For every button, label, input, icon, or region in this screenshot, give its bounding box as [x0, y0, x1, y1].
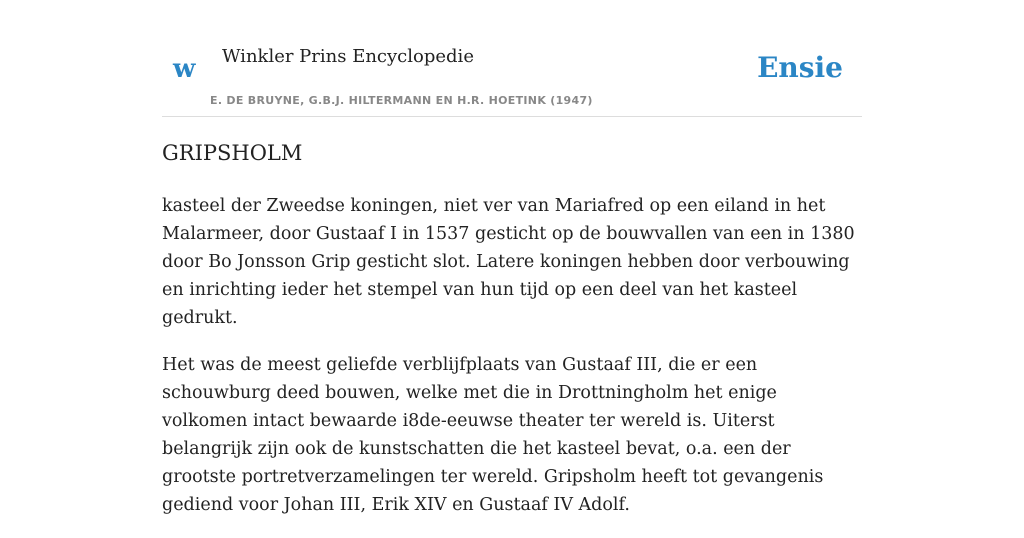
- publication-authors: E. DE BRUYNE, G.B.J. HILTERMANN EN H.R. HOETINK (1947): [210, 94, 593, 107]
- entry-title: GRIPSHOLM: [162, 141, 303, 165]
- entry-paragraph: Het was de meest geliefde verblijfplaats van Gustaaf III, die er een schouwburg deed bouwen, welke met die in Drottningholm het enige volkomen intact bewaarde i8de-eeuwse theater ter wereld is. Uiterst belangrijk zijn ook de kunstschatten die het kasteel bevat, o.a. een der grootste portretverzamelingen ter wereld. Gripsholm heeft tot gevangenis gediend voor Johan III, Erik XIV en Gustaaf IV Adolf.: [162, 355, 824, 515]
- entry-paragraph: kasteel der Zweedse koningen, niet ver van Mariafred op een eiland in het Malarmeer, door Gustaaf I in 1537 gesticht op de bouwvallen van een in 1380 door Bo Jonsson Grip gesticht slot. Latere koningen hebben door verbouwing en inrichting ieder het stempel van hun tijd op een deel van het kasteel gedrukt.: [162, 196, 855, 328]
- encyclopedia-card: [162, 0, 862, 515]
- entry-body: [162, 192, 862, 538]
- publication-logo[interactable]: w: [173, 54, 196, 84]
- card-header: [162, 0, 862, 117]
- ensie-logo[interactable]: Ensie: [757, 51, 843, 84]
- publication-title[interactable]: Winkler Prins Encyclopedie: [222, 46, 474, 67]
